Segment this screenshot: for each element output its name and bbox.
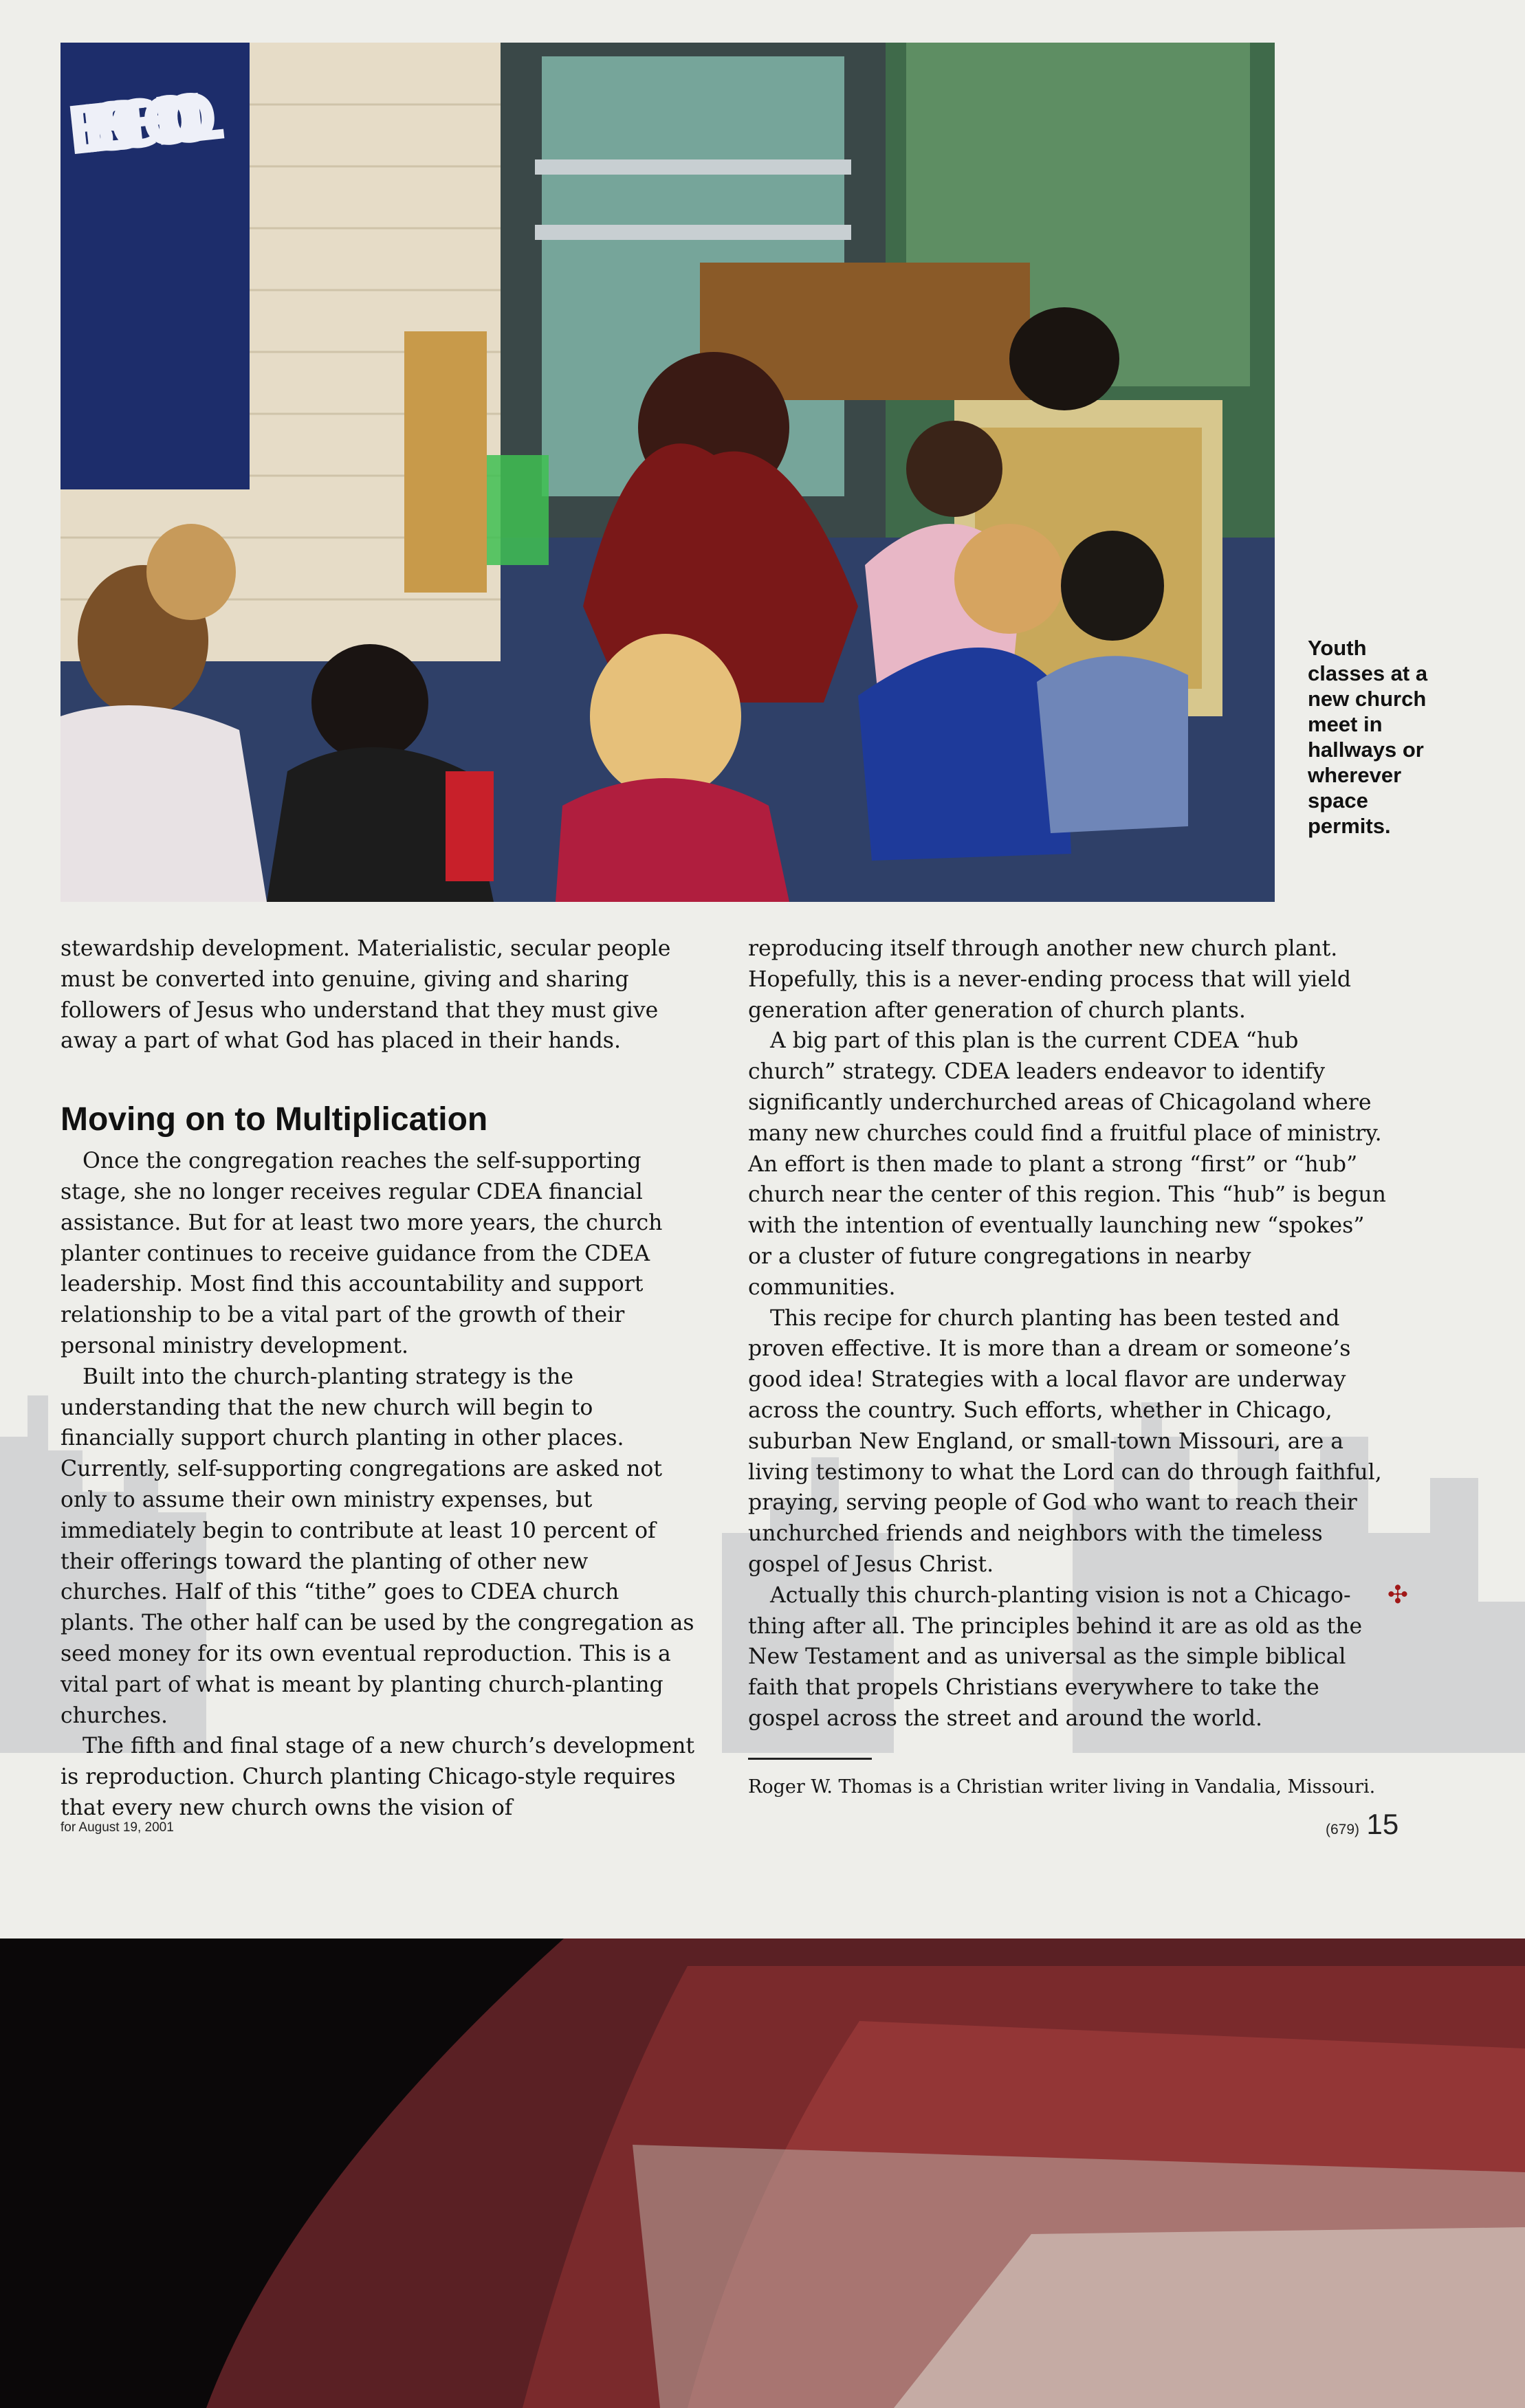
- body-paragraph: Once the congregation reaches the self-supporting stage, she no longer receives regular CDEA financial assistance. But for at least two more years, the church planter continues to receive guidance from the CDEA leadership. Most find this accountability and support relationship to be a vital part of the growth of their personal ministry development.: [61, 1149, 663, 1358]
- author-bio: Roger W. Thomas is a Christian writer living in Vandalia, Missouri.: [748, 1776, 1376, 1798]
- divider-rule: [748, 1758, 872, 1760]
- left-intro-paragraph: stewardship development. Materialistic, secular people must be converted into genuine, giving and sharing followers of Jesus who understand that they must give away a part of what God has placed in their hands.: [61, 936, 671, 1054]
- right-intro-paragraph: reproducing itself through another new church plant. Hopefully, this is a never-ending process that will yield generation after generation of church plants.: [748, 936, 1352, 1023]
- issue-date: for August 19, 2001: [61, 1820, 174, 1835]
- body-paragraph: [748, 1580, 1408, 1734]
- closing-paragraph-text: Actually this church-planting vision is not a Chicago-thing after all. The principles behind it are as old as the New Testament and as universal as the simple biblical faith that propels Christians everywhere to take the gospel across the street and around the world.: [748, 1582, 1363, 1731]
- end-mark-icon: ✣: [1387, 1580, 1408, 1609]
- page-footer: [1326, 1808, 1398, 1841]
- body-paragraph: The fifth and final stage of a new church’s development is reproduction. Church planting Chicago-style requires that every new church owns the vision of: [61, 1734, 695, 1820]
- youth-class-photo: [61, 43, 1275, 902]
- banner-text: BEST SCHOOL: [62, 77, 228, 170]
- section-heading: Moving on to Multiplication: [61, 1101, 488, 1138]
- left-column: [61, 934, 700, 1824]
- page-number: 15: [1366, 1808, 1399, 1840]
- right-column: [748, 934, 1408, 1800]
- body-paragraph: Built into the church-planting strategy is the understanding that the new church will begin to financially support church planting in other places. Currently, self-supporting congregations are asked not only to assume their own ministry expenses, but immediately begin to contribute at least 10 percent of their offerings toward the planting of other new churches. Half of this “tithe” goes to CDEA church plants. The other half can be used by the congregation as seed money for its own eventual reproduction. This is a vital part of what is meant by planting church-planting churches.: [61, 1364, 694, 1728]
- body-paragraph: A big part of this plan is the current CDEA “hub church” strategy. CDEA leaders endeavor to identify significantly underchurched areas of Chicagoland where many new churches could find a fruitful place of ministry. An effort is then made to plant a strong “first” or “hub” church near the center of this region. This “hub” is begun with the intention of eventually launching new “spokes” or a cluster of future congregations in nearby communities.: [748, 1028, 1386, 1300]
- background-surface: [0, 1938, 1525, 2408]
- body-paragraph: This recipe for church planting has been tested and proven effective. It is more than a dream or someone’s good idea! Strategies with a local flavor are underway across the country. Such efforts, whether in Chicago, suburban New England, or small-town Missouri, are a living testimony to what the Lord can do through faithful, praying, serving people of God who want to reach their unchurched friends and neighbors with the timeless gospel of Jesus Christ.: [748, 1305, 1382, 1577]
- page-code: (679): [1326, 1822, 1360, 1837]
- photo-caption: Youth classes at a new church meet in hallways or wherever space permits.: [1308, 636, 1428, 838]
